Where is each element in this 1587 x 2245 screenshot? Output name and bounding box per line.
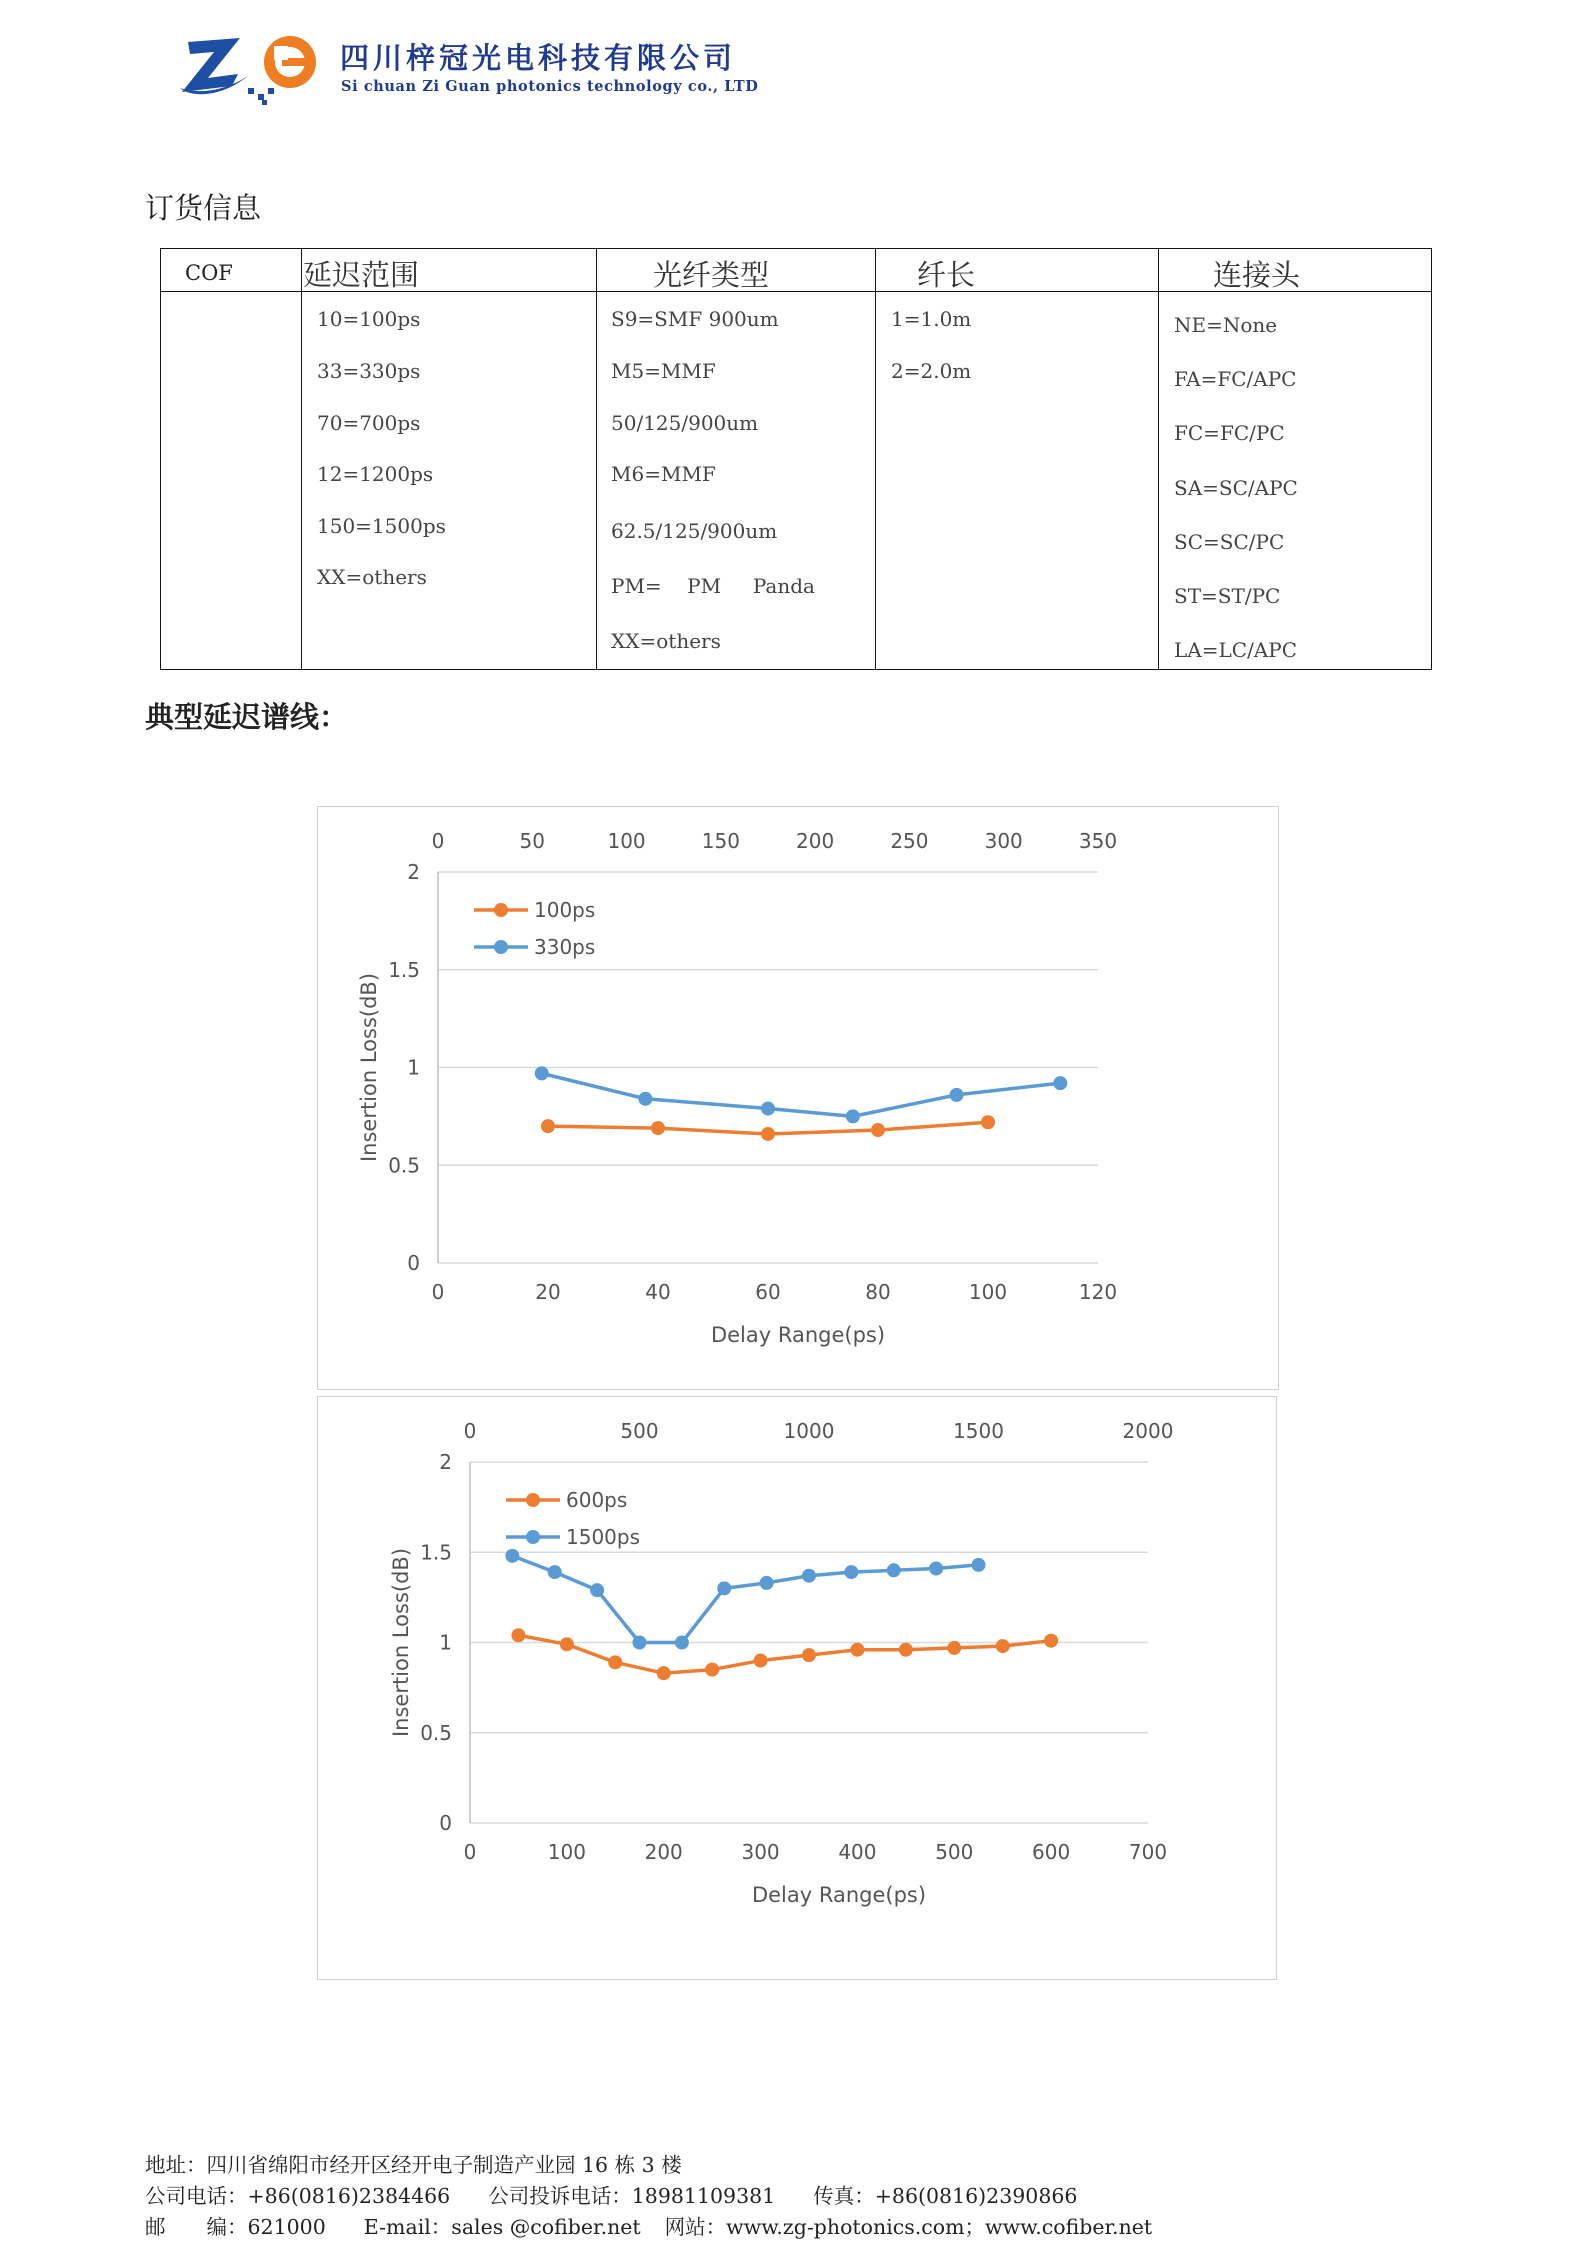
data-point-600ps: [850, 1643, 864, 1657]
data-point-1500ps: [887, 1563, 901, 1577]
footer-postcode: 邮 编：621000: [145, 2215, 326, 2239]
fiber-option: 62.5/125/900um: [611, 519, 778, 543]
typical-curve-title: 典型延迟谱线：: [145, 700, 349, 734]
chart-delay-100-330: [317, 806, 1279, 1390]
x-tick-label: 120: [1078, 1280, 1118, 1304]
data-point-330ps: [950, 1088, 964, 1102]
company-logo: [178, 30, 818, 110]
secondary-x-tick-label: 150: [701, 829, 740, 853]
data-point-100ps: [981, 1115, 995, 1129]
insertion-loss-chart-2: [318, 1397, 1278, 1981]
connector-option: ST=ST/PC: [1174, 584, 1281, 608]
footer-complaint: 公司投诉电话：18981109381: [488, 2184, 776, 2208]
legend-swatch-marker: [494, 940, 508, 954]
secondary-x-tick-label: 0: [463, 1419, 477, 1443]
fiber-option: XX=others: [611, 629, 721, 653]
data-point-600ps: [754, 1654, 768, 1668]
x-tick-label: 500: [935, 1840, 974, 1864]
x-tick-label: 100: [968, 1280, 1008, 1304]
delay-option: 12=1200ps: [317, 462, 434, 486]
x-tick-label: 600: [1032, 1840, 1071, 1864]
column-divider: [596, 249, 597, 669]
data-point-330ps: [1053, 1076, 1067, 1090]
x-tick-label: 80: [865, 1280, 891, 1304]
series-line-600ps: [518, 1635, 1051, 1673]
secondary-x-tick-label: 0: [431, 829, 445, 853]
delay-option: 150=1500ps: [317, 514, 446, 538]
y-tick-label: 0: [439, 1811, 452, 1835]
data-point-600ps: [657, 1666, 671, 1680]
connector-option: NE=None: [1174, 313, 1278, 337]
series-line-330ps: [542, 1073, 1061, 1116]
x-tick-label: 200: [644, 1840, 683, 1864]
legend-swatch-marker: [526, 1530, 540, 1544]
x-tick-label: 60: [755, 1280, 781, 1304]
header-connector: 连接头: [1213, 258, 1301, 292]
footer-email: E-mail：sales @cofiber.net: [363, 2215, 641, 2239]
header-fiber-length: 纤长: [917, 258, 976, 292]
secondary-x-tick-label: 100: [607, 829, 646, 853]
x-tick-label: 0: [431, 1280, 445, 1304]
data-point-100ps: [651, 1121, 665, 1135]
fiber-option: S9=SMF 900um: [611, 307, 779, 331]
secondary-x-tick-label: 350: [1078, 829, 1118, 853]
delay-option: 33=330ps: [317, 359, 421, 383]
y-tick-label: 2: [439, 1450, 452, 1474]
x-tick-label: 20: [535, 1280, 561, 1304]
data-point-600ps: [511, 1628, 525, 1642]
length-option: 2=2.0m: [891, 359, 972, 383]
legend-label: 100ps: [534, 898, 596, 922]
y-tick-label: 2: [407, 860, 420, 884]
footer-phones: [145, 2179, 1077, 2209]
data-point-600ps: [947, 1641, 961, 1655]
column-divider: [301, 249, 302, 669]
data-point-600ps: [560, 1637, 574, 1651]
y-tick-label: 1.5: [420, 1540, 452, 1565]
delay-option: 70=700ps: [317, 411, 421, 435]
column-divider: [1158, 249, 1159, 669]
header-delay-range: 延迟范围: [303, 258, 420, 292]
company-name-en: Si chuan Zi Guan photonics technology co., LTD: [341, 78, 759, 95]
connector-option: SC=SC/PC: [1174, 530, 1285, 554]
y-axis-title: Insertion Loss(dB): [357, 972, 381, 1163]
y-tick-label: 0.5: [420, 1720, 452, 1745]
ordering-info-title: 订货信息: [145, 191, 262, 225]
data-point-330ps: [638, 1092, 652, 1106]
data-point-1500ps: [633, 1636, 647, 1650]
secondary-x-tick-label: 1500: [953, 1419, 1004, 1443]
connector-option: FC=FC/PC: [1174, 421, 1285, 445]
x-tick-label: 300: [741, 1840, 780, 1864]
y-tick-label: 1.5: [388, 957, 420, 982]
x-tick-label: 700: [1128, 1840, 1168, 1864]
secondary-x-tick-label: 2000: [1122, 1419, 1174, 1443]
connector-option: LA=LC/APC: [1174, 638, 1298, 662]
x-axis-title: Delay Range(ps): [710, 1323, 886, 1347]
secondary-x-tick-label: 200: [796, 829, 835, 853]
header-fiber-type: 光纤类型: [653, 258, 770, 292]
delay-option: XX=others: [317, 565, 427, 589]
length-option: 1=1.0m: [891, 307, 972, 331]
data-point-600ps: [802, 1648, 816, 1662]
data-point-600ps: [1044, 1634, 1058, 1648]
order-table: [160, 248, 1432, 670]
y-tick-label: 0.5: [388, 1153, 420, 1178]
column-divider: [875, 249, 876, 669]
data-point-100ps: [541, 1119, 555, 1133]
x-tick-label: 100: [547, 1840, 586, 1864]
x-tick-label: 40: [645, 1280, 671, 1304]
fiber-option: PM= PM Panda: [611, 574, 815, 598]
x-tick-label: 0: [463, 1840, 477, 1864]
data-point-330ps: [846, 1109, 860, 1123]
y-tick-label: 1: [407, 1055, 420, 1080]
insertion-loss-chart-1: [318, 807, 1280, 1391]
data-point-1500ps: [675, 1636, 689, 1650]
legend-swatch-marker: [526, 1493, 540, 1507]
data-point-330ps: [761, 1102, 775, 1116]
data-point-600ps: [996, 1639, 1010, 1653]
footer-address: 地址：四川省绵阳市经开区经开电子制造产业园 16 栋 3 楼: [145, 2153, 682, 2177]
data-point-330ps: [535, 1066, 549, 1080]
y-tick-label: 0: [407, 1251, 420, 1275]
secondary-x-tick-label: 1000: [783, 1419, 835, 1443]
company-name-cn: 四川梓冠光电科技有限公司: [340, 41, 737, 75]
chart-delay-600-1500: [317, 1396, 1277, 1980]
data-point-1500ps: [590, 1583, 604, 1597]
data-point-100ps: [761, 1127, 775, 1141]
y-axis-title: Insertion Loss(dB): [389, 1547, 413, 1738]
x-axis-title: Delay Range(ps): [751, 1883, 927, 1907]
data-point-1500ps: [929, 1561, 943, 1575]
zg-logo-icon: [178, 30, 328, 110]
legend-label: 600ps: [566, 1488, 628, 1512]
data-point-1500ps: [548, 1565, 562, 1579]
legend-swatch-marker: [494, 903, 508, 917]
secondary-x-tick-label: 500: [620, 1419, 659, 1443]
delay-option: 10=100ps: [317, 307, 421, 331]
data-point-600ps: [705, 1663, 719, 1677]
fiber-option: M5=MMF: [611, 359, 716, 383]
data-point-1500ps: [760, 1576, 774, 1590]
footer-phone: 公司电话：+86(0816)2384466: [145, 2184, 451, 2208]
data-point-1500ps: [802, 1569, 816, 1583]
data-point-1500ps: [717, 1581, 731, 1595]
data-point-600ps: [899, 1643, 913, 1657]
footer-contact: [145, 2210, 1152, 2240]
fiber-option: M6=MMF: [611, 462, 716, 486]
footer-fax: 传真：+86(0816)2390866: [813, 2184, 1078, 2208]
data-point-100ps: [871, 1123, 885, 1137]
connector-option: FA=FC/APC: [1174, 367, 1297, 391]
secondary-x-tick-label: 50: [519, 829, 546, 853]
data-point-1500ps: [505, 1549, 519, 1563]
series-line-1500ps: [512, 1556, 978, 1643]
data-point-1500ps: [972, 1558, 986, 1572]
footer-website: 网站：www.zg-photonics.com；www.cofiber.net: [664, 2215, 1153, 2239]
legend-label: 1500ps: [566, 1525, 641, 1549]
secondary-x-tick-label: 300: [984, 829, 1023, 853]
product-code: COF: [185, 261, 233, 285]
data-point-600ps: [608, 1655, 622, 1669]
x-tick-label: 400: [838, 1840, 877, 1864]
y-tick-label: 1: [439, 1630, 452, 1655]
secondary-x-tick-label: 250: [890, 829, 929, 853]
fiber-option: 50/125/900um: [611, 411, 759, 435]
connector-option: SA=SC/APC: [1174, 476, 1298, 500]
legend-label: 330ps: [534, 935, 596, 959]
data-point-1500ps: [844, 1565, 858, 1579]
